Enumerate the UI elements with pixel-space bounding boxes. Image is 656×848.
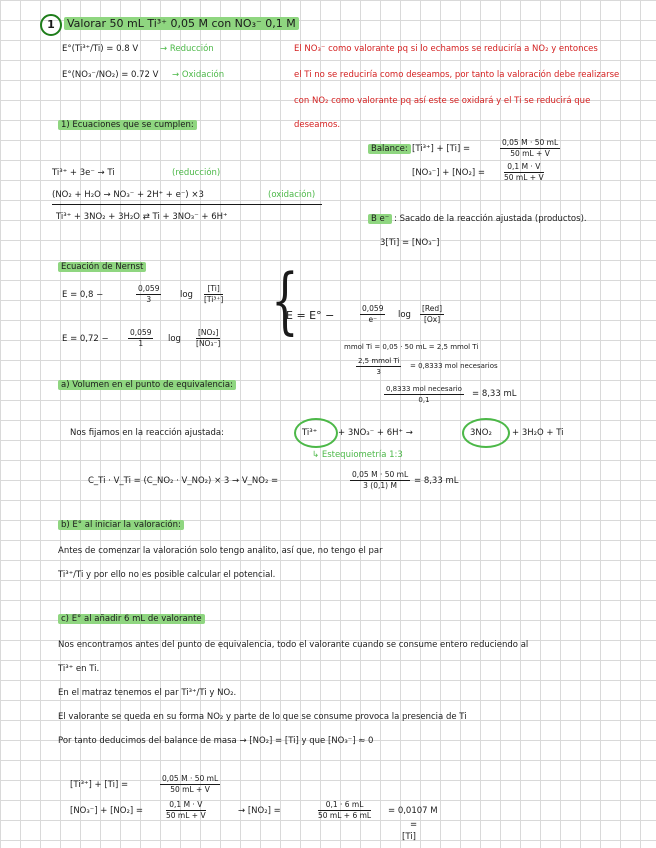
adjusted-ti: Ti³⁺: [302, 428, 318, 438]
adjusted-lead: Nos fijamos en la reacción ajustada:: [70, 428, 224, 438]
section-b: b) E° al iniciar la valoración:: [58, 520, 184, 531]
mmol-result: = 0,8333 mol necesarios: [410, 362, 498, 370]
balance-1-fraction: $\frac{0,05 M \cdot 50 mL}{50 mL + V}$: [502, 138, 559, 158]
final-1-left: [Ti³⁺] + [Ti] =: [70, 780, 129, 790]
text-b-line-2: Ti³⁺/Ti y por ello no es posible calcular el potencial.: [58, 570, 276, 580]
nernst-label: Ecuación de Nernst: [58, 262, 146, 273]
reaction-reduction: Ti³⁺ + 3e⁻ → Ti: [52, 168, 115, 178]
section-number-circle: 1: [40, 14, 62, 36]
note-line-3: con NO₂ como valorante pq así este se oxidará y el Ti se reducirá que: [294, 96, 591, 106]
final-result-frac: $\frac{0,1 \cdot 6 mL}{50 mL + 6 mL}$: [318, 800, 372, 820]
section-a: a) Volumen en el punto de equivalencia:: [58, 380, 236, 391]
nernst-1-coef: $\frac{0,059}{3}$: [138, 284, 160, 304]
potential-ti-label: → Reducción: [160, 44, 214, 54]
final-2-frac: $\frac{0,1 M \cdot V}{50 mL + V}$: [166, 800, 206, 820]
reaction-global: Ti³⁺ + 3NO₂ + 3H₂O ⇄ Ti + 3NO₃⁻ + 6H⁺: [56, 212, 228, 222]
sum-line: [52, 204, 322, 205]
text-c-line-1: Nos encontramos antes del punto de equivalencia, todo el valorante cuando se consume entero reduciendo al: [58, 640, 529, 650]
nernst-general-log: log: [398, 310, 411, 320]
nernst-general-ratio: [Red] [Ox]: [422, 304, 443, 324]
final-equal-sign: =: [410, 820, 418, 830]
nernst-2-coef: $\frac{0,059}{1}$: [130, 328, 152, 348]
section-c: c) E° al añadir 6 mL de valorante: [58, 614, 205, 625]
reaction-oxidation-label: (oxidación): [268, 190, 316, 200]
final-2-left: [NO₃⁻] + [NO₂] =: [70, 806, 144, 816]
volume-result: = 8,33 mL: [472, 389, 517, 399]
potential-no3-label: → Oxidación: [172, 70, 225, 80]
note-line-4: deseamos.: [294, 120, 341, 130]
electron-balance-label: B e⁻: [368, 214, 392, 225]
mmol-frac: 2,5 mmol Ti 3: [358, 357, 400, 376]
nernst-2-log: log: [168, 334, 181, 344]
reaction-oxidation: (NO₂ + H₂O → NO₃⁻ + 2H⁺ + e⁻) ×3: [52, 190, 204, 200]
text-c-line-5: Por tanto deducimos del balance de masa → [NO₂] = [Ti] y que [NO₃⁻] ≈ 0: [58, 736, 374, 746]
potential-ti: E°(Ti³⁺/Ti) = 0.8 V: [62, 44, 139, 54]
adjusted-tail: + 3H₂O + Ti: [512, 428, 564, 438]
nernst-general-coef: $\frac{0,059}{e^-}$: [362, 304, 384, 324]
nernst-1-ratio: $\frac{[Ti]}{\text{[Ti³⁺]}}$: [204, 284, 224, 304]
adjusted-mid: + 3NO₃⁻ + 6H⁺ →: [338, 428, 413, 438]
balance-2-fraction: $\frac{0,1 M \cdot V}{50 mL + V}$: [504, 162, 544, 182]
brace: {: [271, 258, 299, 342]
balance-1-left: [Ti³⁺] + [Ti] =: [412, 144, 471, 154]
final-result-left: → [NO₂] =: [238, 806, 281, 816]
text-c-line-2: Ti³⁺ en Ti.: [58, 664, 100, 674]
nernst-general-left: E = E° −: [286, 309, 335, 322]
equiv-frac: $\frac{0,05 M \cdot 50 mL}{3 (0,1) M}$: [352, 470, 409, 490]
stoichiometry-note: ↳ Estequiometría 1:3: [312, 450, 403, 460]
nernst-1-log: log: [180, 290, 193, 300]
volume-frac: 0,8333 mol necesario 0,1: [386, 385, 462, 404]
text-c-line-3: En el matraz tenemos el par Ti³⁺/Ti y NO₂.: [58, 688, 237, 698]
equiv-result: = 8,33 mL: [414, 476, 459, 486]
final-result-value: = 0,0107 M: [388, 806, 438, 816]
page-title: Valorar 50 mL Ti³⁺ 0,05 M con NO₃⁻ 0,1 M: [64, 18, 299, 29]
electron-balance-text: : Sacado de la reacción ajustada (productos).: [394, 214, 587, 224]
nernst-1-left: E = 0,8 −: [62, 290, 104, 300]
mmol-line: mmol Ti = 0,05 · 50 mL = 2,5 mmol Ti: [344, 343, 479, 351]
balance-label: Balance:: [368, 144, 411, 155]
text-b-line-1: Antes de comenzar la valoración solo tengo analito, así que, no tengo el par: [58, 546, 383, 556]
nernst-2-ratio: $\frac{\text{[NO₂]}}{\text{[NO₃⁻]}}$: [196, 328, 221, 348]
note-line-2: el Ti no se reduciría como deseamos, por tanto la valoración debe realizarse: [294, 70, 620, 80]
final-1-frac: $\frac{0,05 M \cdot 50 mL}{50 mL + V}$: [162, 774, 219, 794]
balance-2-left: [NO₃⁻] + [NO₂] =: [412, 168, 486, 178]
section-equations: 1) Ecuaciones que se cumplen:: [58, 120, 197, 131]
adjusted-no2: 3NO₂: [470, 428, 492, 438]
text-c-line-4: El valorante se queda en su forma NO₂ y parte de lo que se consume provoca la presencia de Ti: [58, 712, 467, 722]
reaction-reduction-label: (reducción): [172, 168, 221, 178]
final-ti: [Ti]: [402, 832, 416, 842]
electron-balance-eq: 3[Ti] = [NO₃⁻]: [380, 238, 440, 248]
equiv-left: C_Ti · V_Ti = (C_NO₂ · V_NO₂) × 3 → V_NO₂ =: [88, 476, 279, 486]
note-line-1: El NO₃⁻ como valorante pq si lo echamos se reduciría a NO₂ y entonces: [294, 44, 598, 54]
potential-no3: E°(NO₃⁻/NO₂) = 0.72 V: [62, 70, 159, 80]
nernst-2-left: E = 0,72 −: [62, 334, 109, 344]
